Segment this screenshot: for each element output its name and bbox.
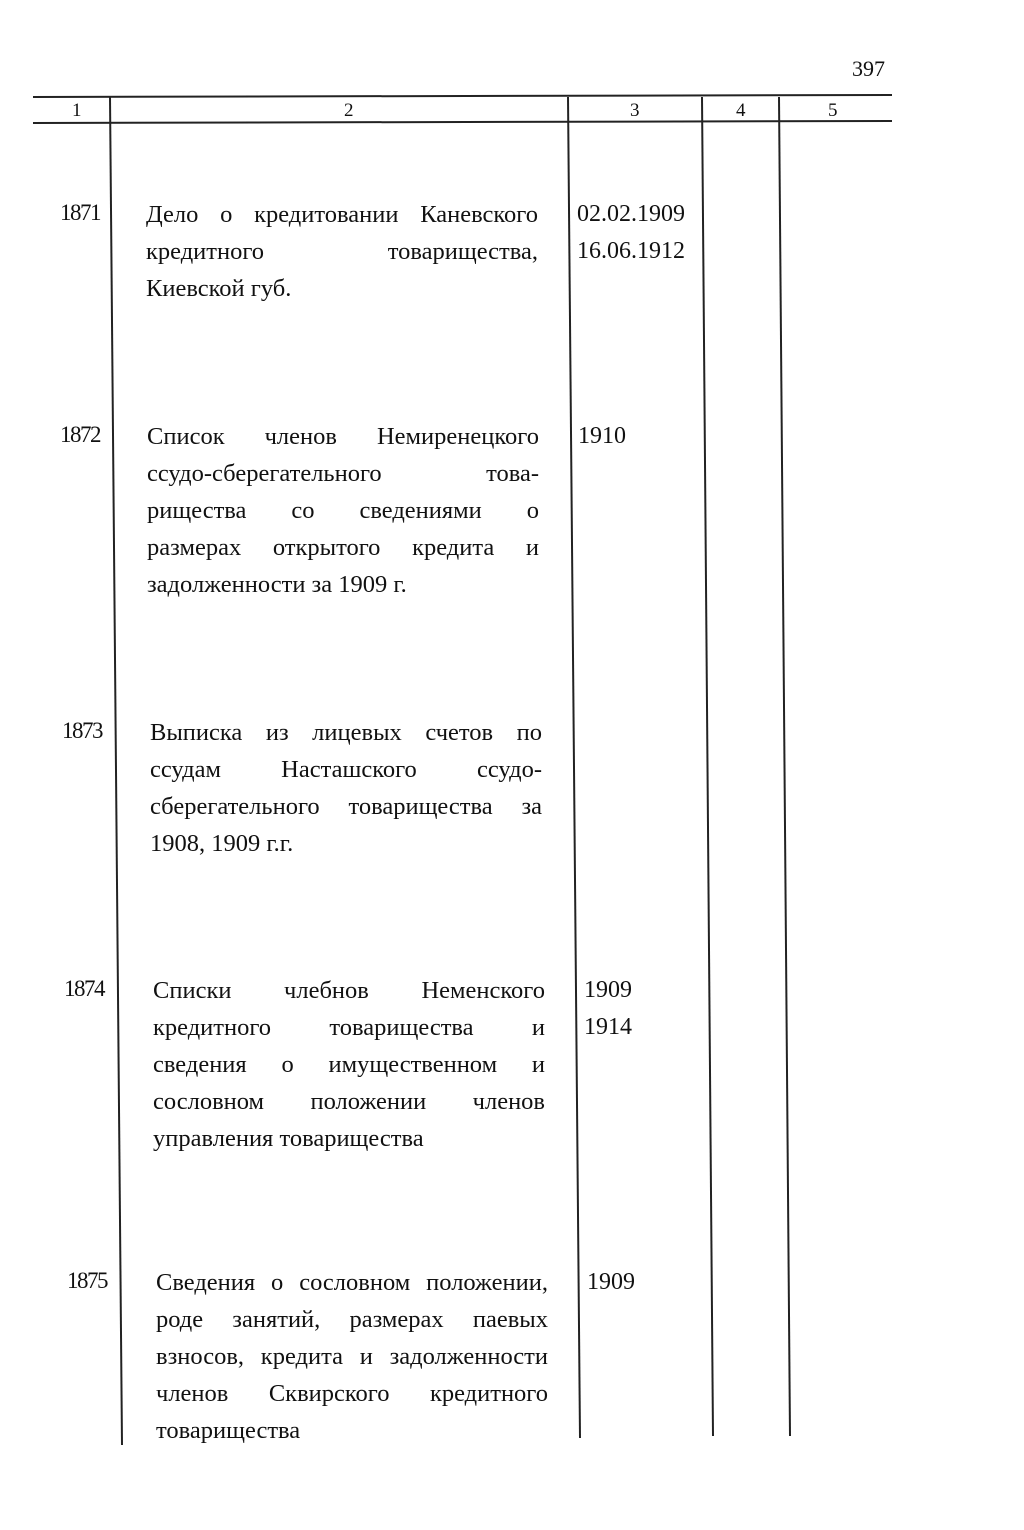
date: 1910 [578, 423, 626, 449]
description-line: Списки члебнов Неменского [153, 977, 545, 1004]
description-line: членов Сквирского кредитного [156, 1380, 548, 1407]
description-line: сословном положении членов [153, 1088, 545, 1115]
description-line: Киевской губ. [146, 275, 292, 302]
record-dates [587, 1264, 635, 1301]
description-line: управления товарищества [153, 1125, 424, 1152]
column-header-2: 2 [344, 100, 354, 121]
column-header-4: 4 [736, 100, 746, 121]
date: 1909 [587, 1269, 635, 1295]
record-description [153, 972, 545, 1157]
record-number: 1875 [67, 1268, 107, 1293]
record-dates [584, 972, 632, 1046]
description-line: рищества со сведениями о [147, 497, 539, 524]
date: 16.06.1912 [577, 238, 685, 264]
description-line: роде занятий, размерах паевых [156, 1306, 548, 1333]
date: 02.02.1909 [577, 201, 685, 227]
page-number: 397 [852, 56, 885, 81]
date: 1914 [584, 1014, 632, 1040]
description-line: Дело о кредитовании Каневского [146, 201, 538, 228]
description-line: кредитного товарищества и [153, 1014, 545, 1041]
description-line: задолженности за 1909 г. [147, 571, 407, 598]
description-line: товарищества [156, 1417, 301, 1444]
description-line: ссудо-сберегательного това- [147, 460, 539, 487]
description-line: Список членов Немиренецкого [147, 423, 539, 450]
description-line: Сведения о сословном положении, [156, 1269, 548, 1296]
column-header-1: 1 [72, 100, 82, 121]
record-number: 1873 [62, 718, 102, 743]
date: 1909 [584, 977, 632, 1003]
record-dates [578, 418, 626, 455]
description-line: сведения о имущественном и [153, 1051, 545, 1078]
record-description [146, 196, 538, 307]
column-header-5: 5 [828, 100, 838, 121]
column-header-3: 3 [630, 100, 640, 121]
record-dates [577, 196, 685, 270]
description-line: взносов, кредита и задолженности [156, 1343, 548, 1370]
description-line: 1908, 1909 г.г. [150, 830, 294, 857]
description-line: ссудам Насташского ссудо- [150, 756, 542, 783]
record-number: 1871 [60, 200, 100, 225]
description-line: сберегательного товарищества за [150, 793, 542, 820]
description-line: Выписка из лицевых счетов по [150, 719, 542, 746]
description-line: размерах открытого кредита и [147, 534, 539, 561]
record-number: 1872 [60, 422, 100, 447]
record-number: 1874 [64, 976, 104, 1001]
record-description [147, 418, 539, 603]
record-description [156, 1264, 548, 1449]
description-line: кредитного товарищества, [146, 238, 538, 265]
record-description [150, 714, 542, 862]
